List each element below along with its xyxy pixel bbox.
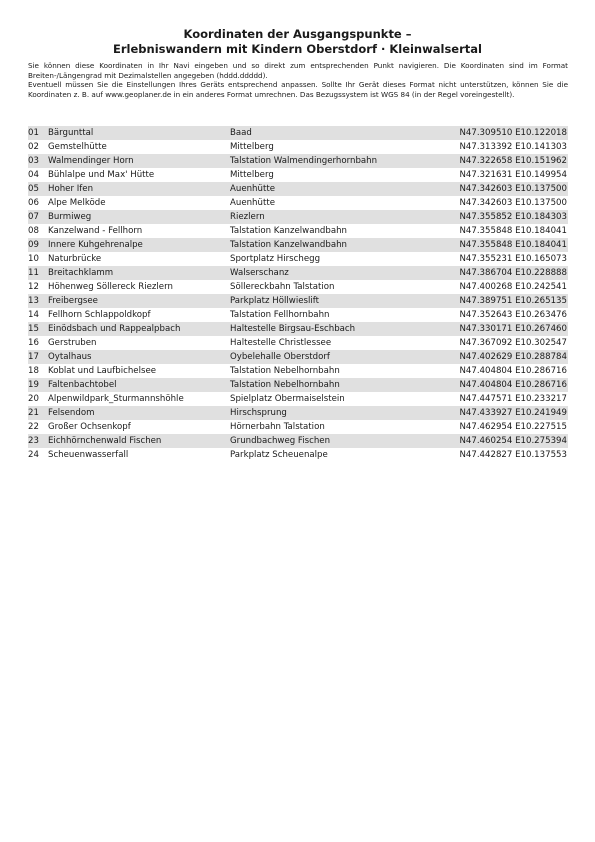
coordinates: N47.442827 E10.137553 [459, 450, 567, 460]
route-name: Großer Ochsenkopf [48, 422, 131, 432]
route-name: Faltenbachtobel [48, 380, 117, 390]
row-number: 14 [28, 310, 39, 320]
route-name: Einödsbach und Rappealpbach [48, 324, 181, 334]
table-row [28, 280, 568, 294]
coordinates: N47.404804 E10.286716 [459, 380, 567, 390]
row-number: 06 [28, 198, 39, 208]
start-point: Talstation Kanzelwandbahn [230, 226, 347, 236]
table-row [28, 392, 568, 406]
table-row [28, 182, 568, 196]
coordinates: N47.330171 E10.267460 [459, 324, 567, 334]
route-name: Alpe Melköde [48, 198, 106, 208]
row-number: 23 [28, 436, 39, 446]
table-row [28, 350, 568, 364]
table-row [28, 322, 568, 336]
route-name: Oytalhaus [48, 352, 92, 362]
coordinates: N47.400268 E10.242541 [459, 282, 567, 292]
route-name: Gerstruben [48, 338, 97, 348]
table-row [28, 336, 568, 350]
row-number: 02 [28, 142, 39, 152]
route-name: Burmiweg [48, 212, 92, 222]
coordinates: N47.342603 E10.137500 [459, 184, 567, 194]
coordinates: N47.404804 E10.286716 [459, 366, 567, 376]
coordinates: N47.355852 E10.184303 [459, 212, 567, 222]
table-row [28, 196, 568, 210]
title-line-2: Erlebniswandern mit Kindern Oberstdorf · Kleinwalsertal [113, 42, 482, 56]
coordinates: N47.309510 E10.122018 [459, 128, 567, 138]
row-number: 13 [28, 296, 39, 306]
start-point: Talstation Nebelhornbahn [230, 380, 340, 390]
route-name: Koblat und Laufbichelsee [48, 366, 157, 376]
route-name: Felsendom [48, 408, 95, 418]
start-point: Parkplatz Scheuenalpe [230, 450, 328, 460]
start-point: Grundbachweg Fischen [230, 436, 331, 446]
start-point: Hirschsprung [230, 408, 287, 418]
route-name: Innere Kuhgehrenalpe [48, 240, 143, 250]
row-number: 24 [28, 450, 39, 460]
route-name: Naturbrücke [48, 254, 102, 264]
route-name: Kanzelwand - Fellhorn [48, 226, 143, 236]
coordinates: N47.322658 E10.151962 [459, 156, 567, 166]
start-point: Talstation Kanzelwandbahn [230, 240, 347, 250]
start-point: Baad [230, 128, 252, 138]
start-point: Sportplatz Hirschegg [230, 254, 321, 264]
route-name: Eichhörnchenwald Fischen [48, 436, 162, 446]
table-row [28, 434, 568, 448]
table-row [28, 420, 568, 434]
row-number: 05 [28, 184, 39, 194]
row-number: 03 [28, 156, 39, 166]
coordinates: N47.447571 E10.233217 [459, 394, 567, 404]
row-number: 10 [28, 254, 39, 264]
table-row [28, 252, 568, 266]
row-number: 19 [28, 380, 39, 390]
start-point: Walserschanz [230, 268, 289, 278]
start-point: Hörnerbahn Talstation [230, 422, 325, 432]
row-number: 18 [28, 366, 39, 376]
route-name: Höhenweg Söllereck Riezlern [48, 282, 173, 292]
table-row [28, 224, 568, 238]
route-name: Bühlalpe und Max' Hütte [48, 170, 155, 180]
start-point: Oybelehalle Oberstdorf [230, 352, 330, 362]
row-number: 11 [28, 268, 39, 278]
table-row [28, 210, 568, 224]
coordinates: N47.367092 E10.302547 [459, 338, 567, 348]
route-name: Scheuenwasserfall [48, 450, 129, 460]
coordinates: N47.389751 E10.265135 [459, 296, 567, 306]
table-row [28, 126, 568, 140]
route-name: Freibergsee [48, 296, 98, 306]
row-number: 16 [28, 338, 39, 348]
intro-text [28, 61, 568, 99]
start-point: Talstation Nebelhornbahn [230, 366, 340, 376]
coordinates: N47.355848 E10.184041 [459, 226, 567, 236]
route-name: Bärgunttal [48, 128, 94, 138]
coordinates: N47.355848 E10.184041 [459, 240, 567, 250]
coordinates: N47.460254 E10.275394 [459, 436, 567, 446]
coordinates: N47.462954 E10.227515 [459, 422, 567, 432]
route-name: Hoher Ifen [48, 184, 94, 194]
start-point: Mittelberg [230, 170, 274, 180]
table-row [28, 294, 568, 308]
intro-paragraph-1: Sie können diese Koordinaten in Ihr Navi eingeben und so direkt zum entsprechenden Punkt navigieren. Die Koordinaten sind im Format Breiten-/Längengrad mit Dezimalstellen angegeben (hddd.ddddd). [28, 61, 568, 80]
coordinates: N47.402629 E10.288784 [459, 352, 567, 362]
coordinates: N47.355231 E10.165073 [459, 254, 567, 264]
page-title [0, 27, 595, 57]
row-number: 21 [28, 408, 39, 418]
table-row [28, 154, 568, 168]
coordinates: N47.433927 E10.241949 [459, 408, 567, 418]
start-point: Mittelberg [230, 142, 274, 152]
row-number: 17 [28, 352, 39, 362]
table-row [28, 406, 568, 420]
coordinates: N47.352643 E10.263476 [459, 310, 567, 320]
coordinates: N47.386704 E10.228888 [459, 268, 567, 278]
table-row [28, 308, 568, 322]
route-name: Breitachklamm [48, 268, 114, 278]
coordinates-table [28, 126, 568, 462]
row-number: 08 [28, 226, 39, 236]
table-row [28, 266, 568, 280]
start-point: Auenhütte [230, 198, 275, 208]
table-row [28, 238, 568, 252]
row-number: 15 [28, 324, 39, 334]
start-point: Auenhütte [230, 184, 275, 194]
row-number: 12 [28, 282, 39, 292]
row-number: 20 [28, 394, 39, 404]
table-row [28, 448, 568, 462]
start-point: Söllereckbahn Talstation [230, 282, 335, 292]
row-number: 22 [28, 422, 39, 432]
intro-paragraph-2: Eventuell müssen Sie die Einstellungen Ihres Geräts entsprechend anpassen. Sollte Ihr Gerät dieses Format nicht unterstützen, können Sie die Koordinaten z. B. auf www.geoplaner.de in ein anderes Format umrechnen. Das Bezugssystem ist WGS 84 (in der Regel voreingestellt). [28, 80, 568, 99]
coordinates: N47.321631 E10.149954 [459, 170, 567, 180]
route-name: Walmendinger Horn [48, 156, 134, 166]
table-row [28, 364, 568, 378]
start-point: Talstation Fellhornbahn [230, 310, 330, 320]
table-row [28, 140, 568, 154]
row-number: 09 [28, 240, 39, 250]
route-name: Alpenwildpark_Sturmannshöhle [48, 394, 184, 404]
table-row [28, 378, 568, 392]
coordinates: N47.342603 E10.137500 [459, 198, 567, 208]
start-point: Talstation Walmendingerhornbahn [230, 156, 378, 166]
coordinates: N47.313392 E10.141303 [459, 142, 567, 152]
row-number: 01 [28, 128, 39, 138]
row-number: 07 [28, 212, 39, 222]
route-name: Gemstelhütte [48, 142, 107, 152]
table-row [28, 168, 568, 182]
start-point: Riezlern [230, 212, 265, 222]
title-line-1: Koordinaten der Ausgangspunkte – [183, 27, 412, 41]
start-point: Haltestelle Christlessee [230, 338, 332, 348]
row-number: 04 [28, 170, 39, 180]
start-point: Haltestelle Birgsau-Eschbach [230, 324, 356, 334]
route-name: Fellhorn Schlappoldkopf [48, 310, 151, 320]
start-point: Spielplatz Obermaiselstein [230, 394, 345, 404]
start-point: Parkplatz Höllwieslift [230, 296, 319, 306]
